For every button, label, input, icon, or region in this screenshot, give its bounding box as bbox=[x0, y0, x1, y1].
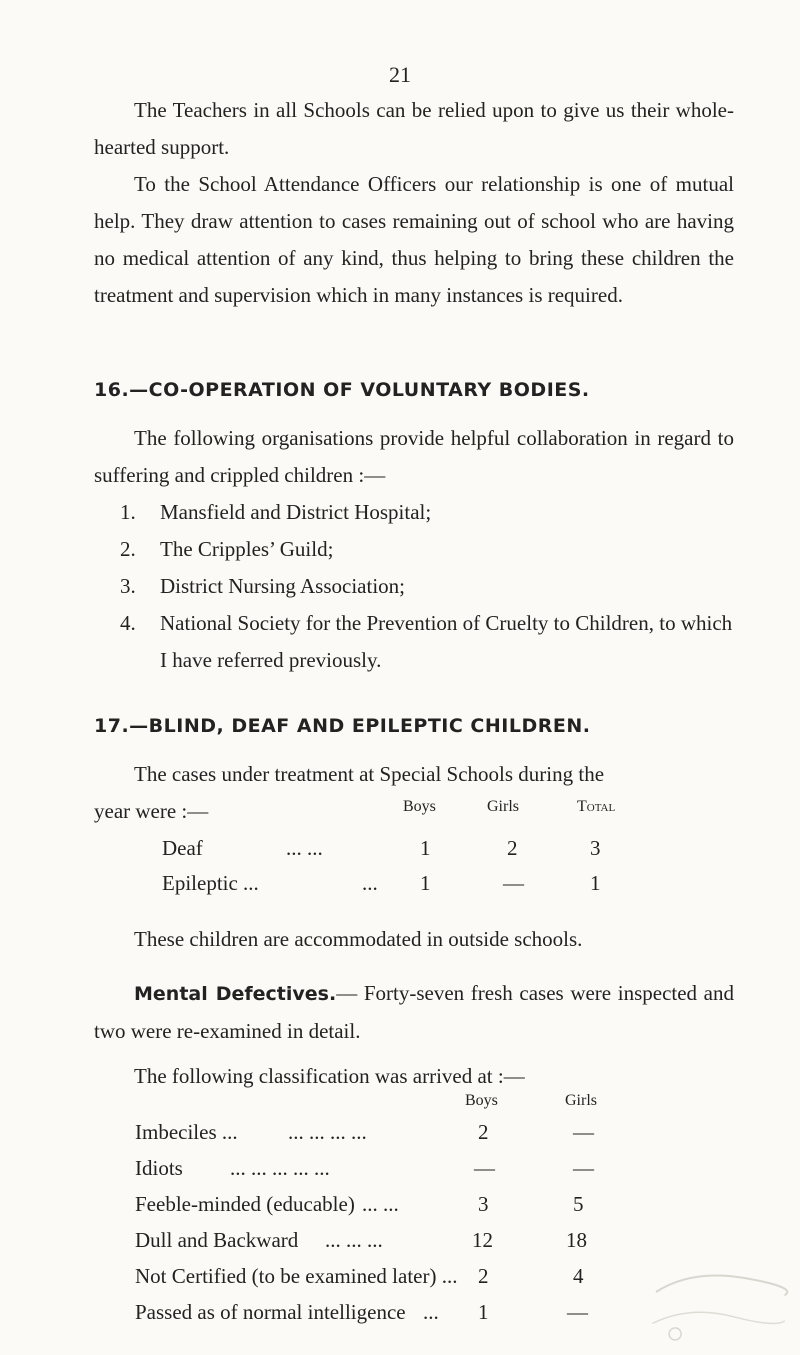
row-label: Idiots bbox=[135, 1156, 183, 1180]
table-row bbox=[0, 836, 800, 873]
section-17-intro-line2: year were :— bbox=[94, 799, 209, 823]
special-schools-table bbox=[0, 793, 800, 904]
cell-girls: 5 bbox=[573, 1192, 584, 1216]
table-row bbox=[0, 1228, 800, 1264]
list-item bbox=[120, 494, 740, 531]
cell-total: 3 bbox=[590, 836, 601, 860]
list-item-number: 1. bbox=[120, 500, 136, 524]
list-item-number: 2. bbox=[120, 537, 136, 561]
cell-boys: 12 bbox=[472, 1228, 493, 1252]
header-boys: Boys bbox=[403, 798, 436, 815]
table-row bbox=[0, 1192, 800, 1228]
section-17-note: These children are accommodated in outside schools. bbox=[134, 927, 583, 951]
cell-boys: 1 bbox=[420, 836, 431, 860]
section-17-intro-line1: The cases under treatment at Special Schools during the bbox=[134, 762, 605, 786]
list-item bbox=[120, 531, 740, 568]
list-item-text: The Cripples’ Guild; bbox=[160, 537, 334, 561]
row-label: Deaf bbox=[162, 836, 203, 860]
row-label: Imbeciles ... bbox=[135, 1120, 238, 1144]
mental-defectives-paragraph bbox=[94, 975, 734, 1050]
cell-boys: 1 bbox=[478, 1300, 489, 1324]
cell-boys: — bbox=[474, 1156, 495, 1180]
row-label: Passed as of normal intelligence bbox=[135, 1300, 406, 1324]
row-label: Dull and Backward bbox=[135, 1228, 299, 1252]
table-header-row bbox=[0, 1090, 800, 1120]
cell-girls: — bbox=[573, 1120, 594, 1144]
row-label: Not Certified (to be examined later) ... bbox=[135, 1264, 458, 1288]
row-dots: ... ... bbox=[362, 1192, 399, 1216]
header-total: Total bbox=[577, 798, 616, 815]
cell-girls: 2 bbox=[507, 836, 518, 860]
cell-boys: 1 bbox=[420, 871, 431, 895]
organisations-list bbox=[120, 494, 740, 679]
cell-total: 1 bbox=[590, 871, 601, 895]
header-boys: Boys bbox=[465, 1092, 498, 1109]
page-number: 21 bbox=[389, 62, 411, 87]
cell-boys: 2 bbox=[478, 1264, 489, 1288]
paragraph-attendance-officers: To the School Attendance Officers our relationship is one of mutual help. They draw attention to cases remaining out of school who are having no medical attention of any kind, thus helping to bring these children the treatment and supervision which in many instances is required. bbox=[94, 172, 734, 307]
section-16-intro: The following organisations provide helpful collaboration in regard to suffering and crippled children :— bbox=[94, 426, 734, 487]
list-item bbox=[120, 568, 740, 605]
row-label: Epileptic ... bbox=[162, 871, 259, 895]
mental-defectives-lead: Mental Defectives. bbox=[134, 983, 337, 1005]
row-dots: ... ... ... ... bbox=[288, 1120, 367, 1144]
list-item-number: 3. bbox=[120, 574, 136, 598]
table-row bbox=[0, 1120, 800, 1156]
list-item-text: Mansfield and District Hospital; bbox=[160, 500, 432, 524]
list-item-number: 4. bbox=[120, 611, 136, 635]
table-row bbox=[0, 871, 800, 908]
cell-girls: 18 bbox=[566, 1228, 587, 1252]
cell-girls: — bbox=[503, 871, 524, 895]
cell-girls: 4 bbox=[573, 1264, 584, 1288]
paragraph-teachers: The Teachers in all Schools can be relied upon to give us their whole-hearted support. bbox=[94, 98, 734, 159]
table-header-row bbox=[0, 793, 800, 830]
classification-intro: The following classification was arrived at :— bbox=[134, 1064, 525, 1088]
row-dots: ... ... ... ... ... bbox=[230, 1156, 330, 1180]
header-girls: Girls bbox=[565, 1092, 597, 1109]
cell-boys: 2 bbox=[478, 1120, 489, 1144]
row-dots: ... bbox=[423, 1300, 439, 1324]
list-item bbox=[120, 605, 740, 679]
list-item-text: District Nursing Association; bbox=[160, 574, 405, 598]
header-girls: Girls bbox=[487, 798, 519, 815]
row-dots: ... ... bbox=[286, 836, 323, 860]
cell-boys: 3 bbox=[478, 1192, 489, 1216]
cell-girls: — bbox=[573, 1156, 594, 1180]
table-row bbox=[0, 1156, 800, 1192]
list-item-text: National Society for the Prevention of Cruelty to Children, to which I have referred previously. bbox=[160, 611, 733, 672]
section-17-heading: 17.—BLIND, DEAF AND EPILEPTIC CHILDREN. bbox=[94, 715, 591, 737]
row-label: Feeble-minded (educable) bbox=[135, 1192, 355, 1216]
row-dots: ... ... ... bbox=[325, 1228, 383, 1252]
mental-defectives-text: — Forty-seven fresh cases were inspected and two were re-examined in detail. bbox=[94, 981, 734, 1043]
cell-girls: — bbox=[567, 1300, 588, 1324]
row-dots: ... bbox=[362, 871, 378, 895]
section-16-heading: 16.—CO-OPERATION OF VOLUNTARY BODIES. bbox=[94, 379, 590, 401]
